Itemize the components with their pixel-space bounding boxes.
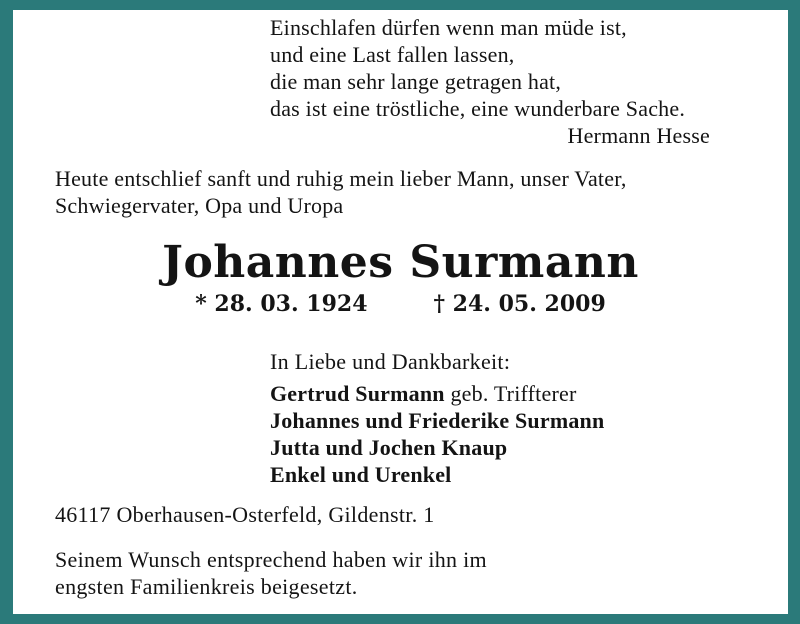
mourner-name: Gertrud Surmann bbox=[270, 381, 445, 406]
mourners-list bbox=[270, 380, 604, 488]
poem-line: Einschlafen dürfen wenn man müde ist, bbox=[270, 15, 627, 40]
poem-line: das ist eine tröstliche, eine wunderbare Sache. bbox=[270, 96, 686, 121]
closing-line: engsten Familienkreis beigesetzt. bbox=[55, 574, 358, 599]
mourner-name: Enkel und Urenkel bbox=[270, 462, 452, 487]
life-dates bbox=[13, 291, 788, 318]
mourner-name: Jutta und Jochen Knaup bbox=[270, 435, 508, 460]
intro-line: Heute entschlief sanft und ruhig mein lieber Mann, unser Vater, bbox=[55, 166, 627, 191]
notice-paper bbox=[13, 10, 788, 614]
poem-line: die man sehr lange getragen hat, bbox=[270, 69, 562, 94]
poem-attribution: Hermann Hesse bbox=[567, 123, 710, 148]
gratitude-heading: In Liebe und Dankbarkeit: bbox=[270, 349, 511, 374]
mourner-suffix: geb. Triffterer bbox=[444, 381, 577, 406]
deceased-name: Johannes Surmann bbox=[162, 237, 639, 288]
mourner-row bbox=[270, 434, 604, 461]
poem-line: und eine Last fallen lassen, bbox=[270, 42, 515, 67]
poem-quote bbox=[270, 14, 722, 149]
closing-line: Seinem Wunsch entsprechend haben wir ihn im bbox=[55, 547, 487, 572]
address-line: 46117 Oberhausen-Osterfeld, Gildenstr. 1 bbox=[55, 502, 435, 527]
mourner-row bbox=[270, 461, 604, 488]
intro-text bbox=[55, 165, 627, 219]
intro-line: Schwiegervater, Opa und Uropa bbox=[55, 193, 344, 218]
closing-text bbox=[55, 546, 487, 600]
mourner-row bbox=[270, 407, 604, 434]
death-date: † 24. 05. 2009 bbox=[433, 291, 606, 317]
birth-date: * 28. 03. 1924 bbox=[195, 291, 368, 317]
mourner-row bbox=[270, 380, 604, 407]
mourner-name: Johannes und Friederike Surmann bbox=[270, 408, 605, 433]
